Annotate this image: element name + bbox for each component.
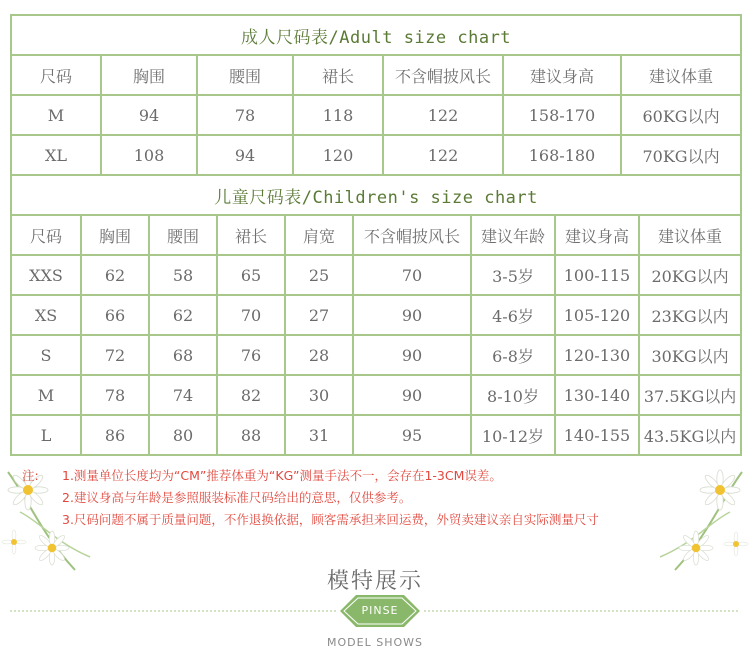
- table-cell: 58: [149, 255, 217, 295]
- children-size-table: [10, 174, 742, 456]
- table-cell: 82: [217, 375, 285, 415]
- column-header: 腰围: [149, 215, 217, 255]
- note-line: 3.尺码问题不属于质量问题，不作退换依据，顾客需承担来回运费，外贸卖建议亲自实际测量尺寸: [62, 512, 599, 527]
- table-cell: 78: [197, 95, 293, 135]
- table-cell: 130-140: [555, 375, 639, 415]
- adult-table-title: 成人尺码表/Adult size chart: [11, 15, 741, 55]
- table-cell: 70KG以内: [621, 135, 741, 175]
- table-cell: 8-10岁: [471, 375, 555, 415]
- children-table-title: 儿童尺码表/Children's size chart: [11, 175, 741, 215]
- table-cell: 62: [149, 295, 217, 335]
- table-cell: 118: [293, 95, 383, 135]
- table-cell: 30KG以内: [639, 335, 741, 375]
- column-header: 裙长: [293, 55, 383, 95]
- notes-prefix: 注:: [22, 468, 39, 483]
- column-header: 裙长: [217, 215, 285, 255]
- table-row: [11, 95, 741, 135]
- table-cell: 10-12岁: [471, 415, 555, 455]
- table-cell: 60KG以内: [621, 95, 741, 135]
- table-cell: 86: [81, 415, 149, 455]
- table-cell: M: [11, 375, 81, 415]
- column-header: 胸围: [81, 215, 149, 255]
- column-header: 建议体重: [639, 215, 741, 255]
- table-cell: XS: [11, 295, 81, 335]
- note-line: 1.测量单位长度均为“CM”推荐体重为“KG”测量手法不一，会存在1-3CM误差。: [62, 468, 502, 483]
- table-cell: M: [11, 95, 101, 135]
- column-header: 胸围: [101, 55, 197, 95]
- section-subtitle: MODEL SHOWS: [327, 636, 423, 649]
- table-cell: 31: [285, 415, 353, 455]
- section-title: 模特展示: [326, 569, 423, 594]
- children-header-row: [11, 215, 741, 255]
- note-line: 2.建议身高与年龄是参照服装标准尺码给出的意思，仅供参考。: [62, 490, 412, 505]
- table-cell: 90: [353, 295, 471, 335]
- column-header: 建议年龄: [471, 215, 555, 255]
- table-cell: 140-155: [555, 415, 639, 455]
- table-cell: 88: [217, 415, 285, 455]
- table-cell: 37.5KG以内: [639, 375, 741, 415]
- table-cell: 120-130: [555, 335, 639, 375]
- table-cell: 72: [81, 335, 149, 375]
- table-cell: 30: [285, 375, 353, 415]
- table-cell: 120: [293, 135, 383, 175]
- table-cell: 94: [197, 135, 293, 175]
- column-header: 腰围: [197, 55, 293, 95]
- table-cell: 158-170: [503, 95, 621, 135]
- table-row: [11, 255, 741, 295]
- column-header: 尺码: [11, 55, 101, 95]
- column-header: 建议身高: [555, 215, 639, 255]
- adult-size-table: [10, 14, 742, 176]
- table-cell: 94: [101, 95, 197, 135]
- model-show-section: [0, 560, 750, 663]
- table-cell: 122: [383, 95, 503, 135]
- table-cell: 4-6岁: [471, 295, 555, 335]
- table-cell: 90: [353, 375, 471, 415]
- table-cell: XL: [11, 135, 101, 175]
- table-cell: 6-8岁: [471, 335, 555, 375]
- table-cell: 70: [217, 295, 285, 335]
- table-cell: 27: [285, 295, 353, 335]
- table-cell: 95: [353, 415, 471, 455]
- column-header: 肩宽: [285, 215, 353, 255]
- table-row: [11, 335, 741, 375]
- table-cell: 43.5KG以内: [639, 415, 741, 455]
- table-cell: 20KG以内: [639, 255, 741, 295]
- table-cell: 90: [353, 335, 471, 375]
- table-cell: 62: [81, 255, 149, 295]
- table-row: [11, 415, 741, 455]
- adult-header-row: [11, 55, 741, 95]
- table-cell: 122: [383, 135, 503, 175]
- table-cell: 76: [217, 335, 285, 375]
- table-cell: L: [11, 415, 81, 455]
- table-cell: 3-5岁: [471, 255, 555, 295]
- column-header: 不含帽披风长: [353, 215, 471, 255]
- table-cell: 74: [149, 375, 217, 415]
- table-cell: 80: [149, 415, 217, 455]
- column-header: 建议体重: [621, 55, 741, 95]
- table-row: [11, 375, 741, 415]
- table-cell: 108: [101, 135, 197, 175]
- table-row: [11, 135, 741, 175]
- table-cell: 105-120: [555, 295, 639, 335]
- table-cell: 78: [81, 375, 149, 415]
- table-cell: 100-115: [555, 255, 639, 295]
- brand-badge-label: PINSE: [361, 604, 399, 617]
- column-header: 建议身高: [503, 55, 621, 95]
- column-header: 尺码: [11, 215, 81, 255]
- table-cell: 25: [285, 255, 353, 295]
- table-cell: 28: [285, 335, 353, 375]
- table-row: [11, 295, 741, 335]
- table-cell: XXS: [11, 255, 81, 295]
- table-cell: 66: [81, 295, 149, 335]
- column-header: 不含帽披风长: [383, 55, 503, 95]
- table-cell: 168-180: [503, 135, 621, 175]
- table-cell: 23KG以内: [639, 295, 741, 335]
- table-cell: 65: [217, 255, 285, 295]
- table-cell: S: [11, 335, 81, 375]
- table-cell: 70: [353, 255, 471, 295]
- table-cell: 68: [149, 335, 217, 375]
